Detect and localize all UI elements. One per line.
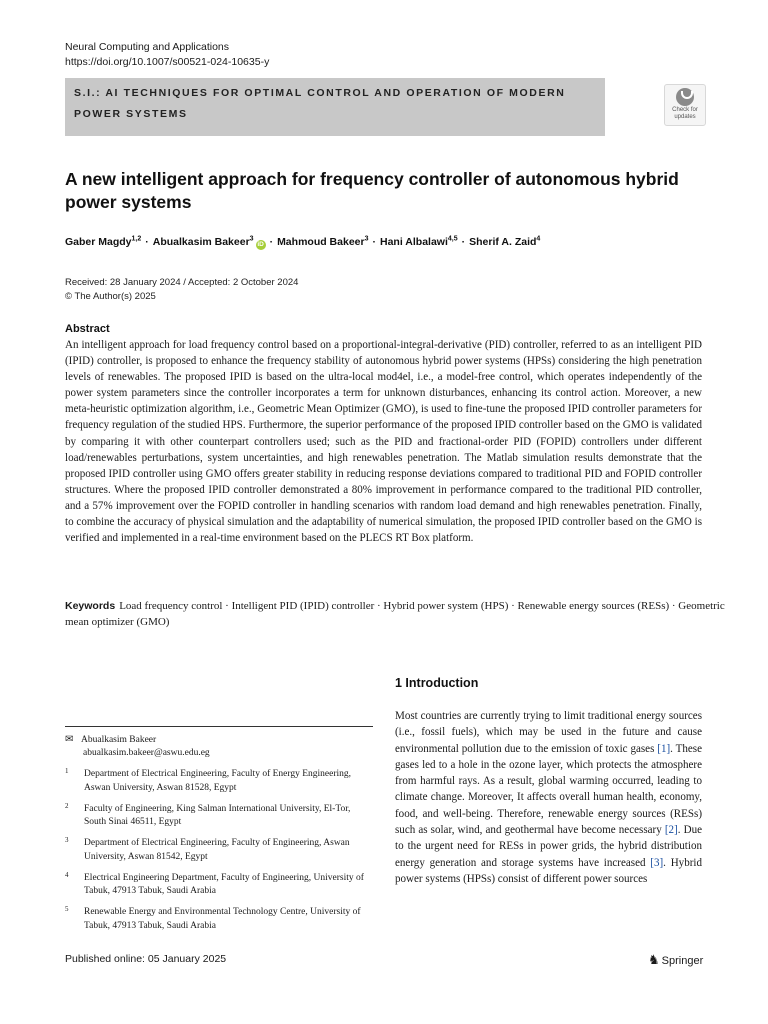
author-affiliation-marker: 1,2: [131, 235, 142, 242]
check-for-updates-line-1: Check for: [672, 107, 698, 113]
corresponding-author-name: Abualkasim Bakeer: [81, 735, 157, 745]
check-for-updates-line-2: updates: [674, 114, 696, 120]
affiliation-number: 3: [65, 836, 69, 844]
affiliation-item: [65, 768, 365, 795]
publisher-logo: [648, 952, 703, 968]
author-separator: ·: [145, 235, 149, 248]
introduction-text-segment: . Due to the urgent need for RESs in power grids, the hybrid distribution energy generation and storage systems have increased: [395, 824, 702, 869]
author-separator: ·: [461, 235, 466, 248]
keywords-block: [65, 598, 733, 630]
affiliation-number: 4: [65, 870, 69, 879]
affiliation-text: Department of Electrical Engineering, Faculty of Energy Engineering, Aswan University, Aswan 81528, Egypt: [84, 769, 352, 793]
journal-doi[interactable]: https://doi.org/10.1007/s00521-024-10635-y: [65, 56, 270, 68]
author-affiliation-marker: 3: [249, 235, 254, 242]
author[interactable]: [277, 236, 368, 248]
author-name: Gaber Magdy: [65, 235, 132, 248]
affiliation-item: [65, 872, 365, 899]
author[interactable]: [65, 236, 141, 248]
check-for-updates-label: [665, 107, 705, 121]
special-issue-title: [74, 83, 594, 125]
orcid-icon[interactable]: iD: [257, 240, 264, 248]
affiliation-number: 5: [65, 905, 69, 913]
affiliation-item: [65, 803, 365, 830]
affiliation-text: Department of Electrical Engineering, Faculty of Engineering, Aswan University, Aswan 81542, Egypt: [84, 838, 350, 862]
author-separator: ·: [372, 235, 376, 248]
introduction-text-segment: Most countries are currently trying to limit traditional energy sources (i.e., fossil fuels), which may be used in the future and cause environmental pollution due to the emission of toxic gases: [395, 710, 702, 755]
introduction-text: [395, 708, 702, 887]
introduction-text-segment: . Hybrid power systems (HPSs) consist of different power sources: [395, 856, 703, 885]
check-for-updates-icon: [676, 88, 694, 106]
article-dates: [65, 276, 298, 303]
journal-header: [65, 40, 269, 70]
affiliation-number: 1: [65, 767, 69, 775]
article-title: A new intelligent approach for frequency controller of autonomous hybrid power systems: [65, 169, 679, 212]
affiliation-text: Renewable Energy and Environmental Technology Centre, University of Tabuk, 47913 Tabuk, Saudi Arabia: [84, 907, 361, 931]
special-issue-line-1: S.I.: AI TECHNIQUES FOR OPTIMAL CONTROL AND OPERATION OF MODERN: [74, 87, 566, 99]
section-heading-introduction: 1 Introduction: [395, 676, 479, 690]
affiliation-text: Electrical Engineering Department, Faculty of Engineering, University of Tabuk, 47913 Tabuk, Saudi Arabia: [84, 872, 364, 896]
author[interactable]: [380, 236, 458, 248]
affiliation-text: Faculty of Engineering, King Salman International University, El-Tor, South Sinai 46511, Egypt: [84, 803, 351, 827]
author-name: Sherif A. Zaid: [469, 235, 537, 248]
author-affiliation-marker: 3: [364, 235, 369, 242]
author-list: [65, 235, 540, 250]
corresponding-author: [65, 733, 210, 760]
publisher-name: Springer: [661, 955, 704, 967]
journal-name: Neural Computing and Applications: [65, 41, 230, 53]
footnote-divider: [65, 726, 373, 727]
affiliation-number: 2: [65, 801, 69, 810]
check-for-updates-badge[interactable]: [664, 84, 706, 126]
introduction-text-segment: . These gases led to a hole in the ozone layer, which protects the atmosphere from harmful rays. As a result, global warming occurred, leading to climate change. Moreover, It affects overall human health, economy, food, and well-being. Therefore, renewable energy sources (RESs) such as solar, wind, and geothermal have become necessary: [395, 742, 703, 837]
affiliation-item: [65, 906, 365, 933]
citation-link[interactable]: [1]: [657, 742, 671, 755]
author-name: Abualkasim Bakeer: [152, 235, 250, 248]
author[interactable]: [469, 236, 540, 248]
author-name: Hani Albalawi: [380, 235, 448, 248]
citation-link[interactable]: [2]: [664, 824, 678, 837]
author[interactable]: [153, 236, 266, 248]
affiliation-item: [65, 837, 365, 864]
author-separator: ·: [269, 235, 274, 248]
citation-link[interactable]: [3]: [650, 856, 664, 869]
envelope-icon: ✉: [65, 734, 74, 745]
author-affiliation-marker: 4,5: [447, 235, 458, 242]
abstract-heading: Abstract: [65, 323, 110, 335]
special-issue-banner: [65, 78, 605, 136]
corresponding-author-email[interactable]: abualkasim.bakeer@aswu.edu.eg: [83, 748, 210, 758]
keywords-label: Keywords: [65, 600, 116, 612]
special-issue-line-2: POWER SYSTEMS: [74, 108, 188, 120]
author-name: Mahmoud Bakeer: [277, 235, 365, 248]
abstract-text: An intelligent approach for load frequency control based on a proportional-integral-derivative (PID) controller, referred to as an intelligent PID (IPID) controller, is proposed to enhance the frequency stability of autonomous hybrid power systems (HPSs) considering the high penetration levels of renewables. The proposed IPID is based on the ultra-local mod4el, i.e., a model-free control, which operates independently of the power system parameters since the controller incorporates a term for unknown disturbances, enhancing its control action. Moreover, a new meta-heuristic optimization algorithm, i.e., Geometric Mean Optimizer (GMO), is used to fine-tune the proposed IPID controller parameters for frequency regulation of the studied HPS. Furthermore, the superior performance of the proposed IPID controller based on the GMO is validated by comparing it with other counterpart controllers used; such as the PID and fractional-order PID (FOPID) controllers under different load/renewables perturbations, system uncertainties, and high renewables penetration. The Matlab simulation results demonstrate that the proposed IPID controller using GMO offers greater stability in reducing response deviations compared to traditional PID and FOPID controller structures. Where the proposed IPID controller demonstrated a 80% improvement in performance compared to the traditional PID controller, and a 57% improvement over the FOPID controller in handling scenarios with random load demand and high renewables penetration. Finally, to combine the accuracy of physical simulation and the adaptability of numerical simulation, the proposed IPID controller based on the GMO is verified and implemented in a real-time environment based on the PLECS RT Box platform.: [65, 339, 702, 545]
keywords-text: Load frequency control · Intelligent PID (IPID) controller · Hybrid power system (HPS) · Renewable energy sources (RESs) · Geometric mean optimizer (GMO): [65, 600, 725, 628]
springer-horse-icon: ♞: [648, 952, 660, 967]
published-online-date: Published online: 05 January 2025: [65, 953, 227, 965]
author-affiliation-marker: 4: [536, 235, 541, 242]
received-accepted-dates: Received: 28 January 2024 / Accepted: 2 October 2024: [65, 277, 299, 288]
copyright-line: © The Author(s) 2025: [65, 290, 156, 302]
affiliations-list: [65, 768, 365, 941]
